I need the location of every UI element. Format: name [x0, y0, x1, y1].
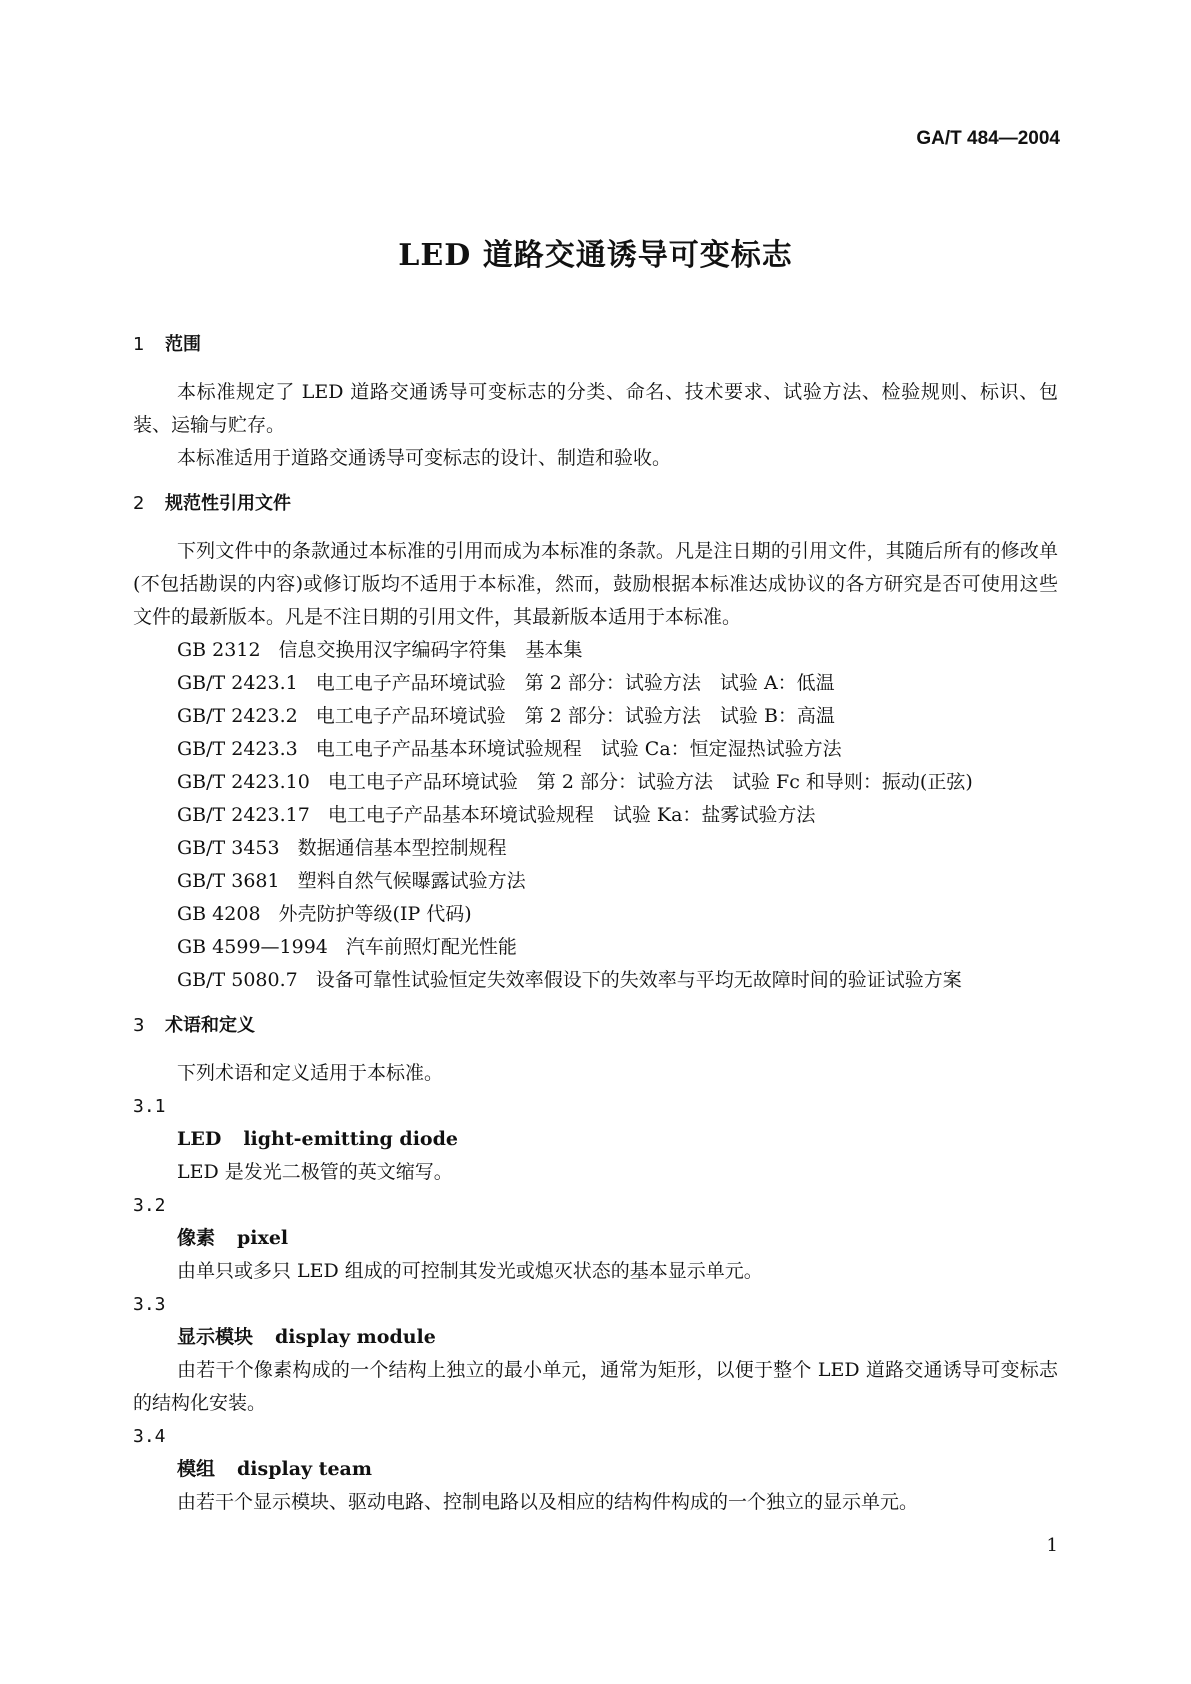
reference-item — [133, 898, 1058, 931]
reference-item — [133, 733, 1058, 766]
reference-list — [133, 634, 1058, 997]
reference-code: GB/T 5080.7 — [177, 969, 298, 991]
reference-item — [133, 667, 1058, 700]
term-english: display module — [275, 1326, 436, 1348]
reference-code: GB 4599—1994 — [177, 936, 328, 958]
document-body — [133, 330, 1058, 1519]
reference-title: 信息交换用汉字编码字符集 基本集 — [278, 639, 583, 661]
reference-title: 电工电子产品环境试验 第 2 部分：试验方法 试验 A：低温 — [315, 672, 835, 694]
reference-title: 电工电子产品基本环境试验规程 试验 Ka：盐雾试验方法 — [327, 804, 816, 826]
reference-item — [133, 964, 1058, 997]
term-chinese: 像素 — [177, 1227, 216, 1249]
page-number: 1 — [1046, 1535, 1058, 1556]
scope-paragraph: 本标准适用于道路交通诱导可变标志的设计、制造和验收。 — [177, 447, 672, 469]
reference-code: GB 4208 — [177, 903, 261, 925]
term-definition: 由单只或多只 LED 组成的可控制其发光或熄灭状态的基本显示单元。 — [177, 1260, 763, 1282]
section-number: 2 — [133, 493, 145, 514]
reference-code: GB/T 2423.1 — [177, 672, 298, 694]
term-number: 3.1 — [133, 1096, 166, 1117]
reference-title: 电工电子产品基本环境试验规程 试验 Ca：恒定湿热试验方法 — [315, 738, 842, 760]
term-number: 3.3 — [133, 1294, 166, 1315]
references-intro: 下列文件中的条款通过本标准的引用而成为本标准的条款。凡是注日期的引用文件，其随后所有的修改单(不包括勘误的内容)或修订版均不适用于本标准，然而，鼓励根据本标准达成协议的各方研究是否可使用这些文件的最新版本。凡是不注日期的引用文件，其最新版本适用于本标准。 — [133, 540, 1058, 628]
term-english: pixel — [237, 1227, 289, 1249]
reference-title: 设备可靠性试验恒定失效率假设下的失效率与平均无故障时间的验证试验方案 — [315, 969, 962, 991]
document-title: LED 道路交通诱导可变标志 — [398, 238, 793, 273]
standard-code: GA/T 484—2004 — [916, 128, 1060, 149]
term-english: light-emitting diode — [243, 1128, 458, 1150]
terms-list — [133, 1090, 1058, 1519]
term-heading — [133, 1123, 1058, 1156]
reference-title: 汽车前照灯配光性能 — [345, 936, 517, 958]
section-heading-normative-references — [133, 489, 1058, 519]
term-heading — [133, 1222, 1058, 1255]
reference-code: GB 2312 — [177, 639, 261, 661]
section-heading-scope — [133, 330, 1058, 360]
reference-title: 电工电子产品环境试验 第 2 部分：试验方法 试验 Fc 和导则：振动(正弦) — [327, 771, 973, 793]
section-number: 3 — [133, 1015, 145, 1036]
scope-paragraph: 本标准规定了 LED 道路交通诱导可变标志的分类、命名、技术要求、试验方法、检验规则、标识、包装、运输与贮存。 — [133, 381, 1058, 436]
reference-title: 塑料自然气候曝露试验方法 — [297, 870, 526, 892]
reference-code: GB/T 2423.3 — [177, 738, 298, 760]
reference-code: GB/T 3681 — [177, 870, 280, 892]
reference-item — [133, 634, 1058, 667]
section-title: 范围 — [165, 334, 201, 355]
reference-title: 数据通信基本型控制规程 — [297, 837, 507, 859]
reference-item — [133, 700, 1058, 733]
reference-code: GB/T 2423.10 — [177, 771, 310, 793]
reference-code: GB/T 2423.2 — [177, 705, 298, 727]
reference-item — [133, 865, 1058, 898]
reference-title: 外壳防护等级(IP 代码) — [278, 903, 472, 925]
term-english: display team — [237, 1458, 372, 1480]
term-definition: LED 是发光二极管的英文缩写。 — [177, 1161, 453, 1183]
reference-item — [133, 799, 1058, 832]
section-heading-terms — [133, 1011, 1058, 1041]
term-number: 3.2 — [133, 1195, 166, 1216]
section-number: 1 — [133, 334, 145, 355]
terms-intro: 下列术语和定义适用于本标准。 — [177, 1062, 444, 1084]
section-title: 规范性引用文件 — [165, 493, 291, 514]
term-definition: 由若干个显示模块、驱动电路、控制电路以及相应的结构件构成的一个独立的显示单元。 — [177, 1491, 919, 1513]
term-number: 3.4 — [133, 1426, 166, 1447]
reference-item — [133, 931, 1058, 964]
term-definition: 由若干个像素构成的一个结构上独立的最小单元，通常为矩形，以便于整个 LED 道路交通诱导可变标志的结构化安装。 — [133, 1359, 1058, 1414]
section-title: 术语和定义 — [165, 1015, 255, 1036]
term-chinese: LED — [177, 1128, 222, 1150]
reference-item — [133, 766, 1058, 799]
reference-title: 电工电子产品环境试验 第 2 部分：试验方法 试验 B：高温 — [315, 705, 835, 727]
reference-code: GB/T 3453 — [177, 837, 280, 859]
term-heading — [133, 1321, 1058, 1354]
reference-item — [133, 832, 1058, 865]
term-chinese: 显示模块 — [177, 1326, 254, 1348]
term-chinese: 模组 — [177, 1458, 216, 1480]
reference-code: GB/T 2423.17 — [177, 804, 310, 826]
term-heading — [133, 1453, 1058, 1486]
